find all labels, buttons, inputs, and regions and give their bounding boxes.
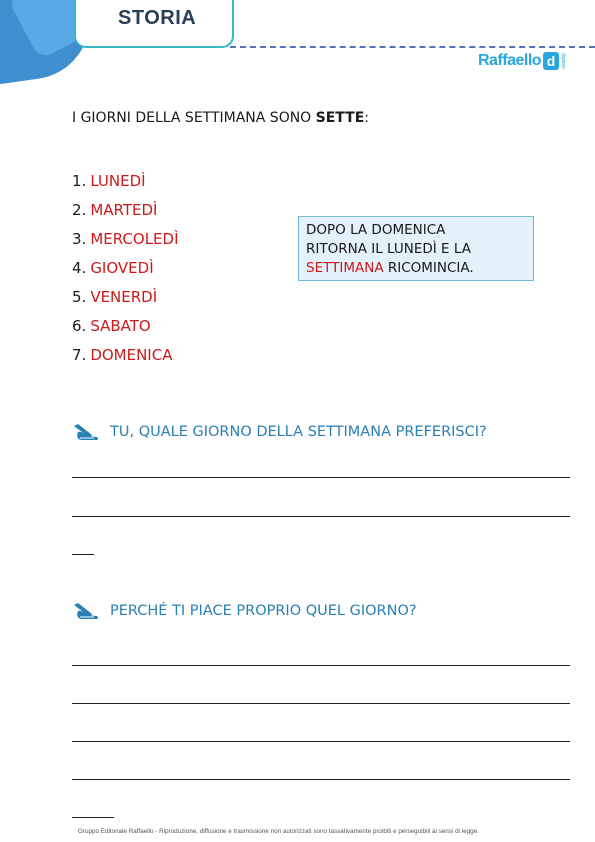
intro-text bbox=[72, 110, 369, 126]
brand-name: Raffaello bbox=[478, 52, 542, 69]
subject-title: STORIA bbox=[118, 7, 197, 29]
day-number: 2. bbox=[72, 200, 87, 219]
day-number: 6. bbox=[72, 316, 87, 335]
day-name: GIOVEDÌ bbox=[90, 258, 154, 277]
answer-line-5[interactable] bbox=[72, 703, 570, 704]
answer-line-6[interactable] bbox=[72, 741, 570, 742]
question-2 bbox=[72, 601, 417, 621]
note-line-3-rest: RICOMINCIA. bbox=[383, 260, 474, 276]
day-number: 1. bbox=[72, 171, 87, 190]
brand-small-text: digitale bbox=[560, 53, 567, 69]
list-item bbox=[72, 195, 179, 224]
list-item bbox=[72, 311, 179, 340]
day-name: DOMENICA bbox=[90, 345, 173, 364]
list-item bbox=[72, 224, 179, 253]
day-name: MARTEDÌ bbox=[90, 200, 158, 219]
answer-line-3[interactable] bbox=[72, 554, 94, 555]
intro-text-start: I GIORNI DELLA SETTIMANA SONO bbox=[72, 110, 316, 126]
list-item bbox=[72, 340, 179, 369]
note-box bbox=[298, 216, 534, 281]
question-2-text: PERCHÉ TI PIACE PROPRIO QUEL GIORNO? bbox=[110, 603, 417, 619]
question-1 bbox=[72, 422, 487, 442]
day-number: 7. bbox=[72, 345, 87, 364]
days-list bbox=[72, 166, 179, 369]
day-number: 5. bbox=[72, 287, 87, 306]
note-line-1: DOPO LA DOMENICA bbox=[306, 222, 446, 238]
copyright-footer: Gruppo Editoriale Raffaello - Riproduzione, diffusione e trasmissione non autorizzati sono tassativamente proibiti e perseguibili ai sensi di legge. bbox=[78, 828, 479, 835]
header-divider bbox=[230, 46, 595, 48]
answer-line-8[interactable] bbox=[72, 817, 114, 818]
answer-line-7[interactable] bbox=[72, 779, 570, 780]
brand-logo bbox=[478, 50, 566, 72]
list-item bbox=[72, 253, 179, 282]
day-number: 3. bbox=[72, 229, 87, 248]
day-number: 4. bbox=[72, 258, 87, 277]
question-1-text: TU, QUALE GIORNO DELLA SETTIMANA PREFERISCI? bbox=[110, 424, 487, 440]
note-line-2: RITORNA IL LUNEDÌ E LA bbox=[306, 241, 471, 257]
intro-text-end: : bbox=[364, 110, 370, 126]
day-name: LUNEDÌ bbox=[90, 171, 146, 190]
intro-text-bold: SETTE bbox=[315, 110, 365, 126]
list-item bbox=[72, 166, 179, 195]
day-name: VENERDÌ bbox=[90, 287, 158, 306]
answer-line-4[interactable] bbox=[72, 665, 570, 666]
note-highlight: SETTIMANA bbox=[306, 260, 384, 276]
day-name: MERCOLEDÌ bbox=[90, 229, 179, 248]
pencil-hand-icon bbox=[72, 601, 100, 621]
answer-line-1[interactable] bbox=[72, 477, 570, 478]
brand-mark: d bbox=[543, 52, 559, 70]
list-item bbox=[72, 282, 179, 311]
answer-line-2[interactable] bbox=[72, 516, 570, 517]
day-name: SABATO bbox=[90, 316, 151, 335]
note-line-3 bbox=[306, 259, 526, 278]
pencil-hand-icon bbox=[72, 422, 100, 442]
